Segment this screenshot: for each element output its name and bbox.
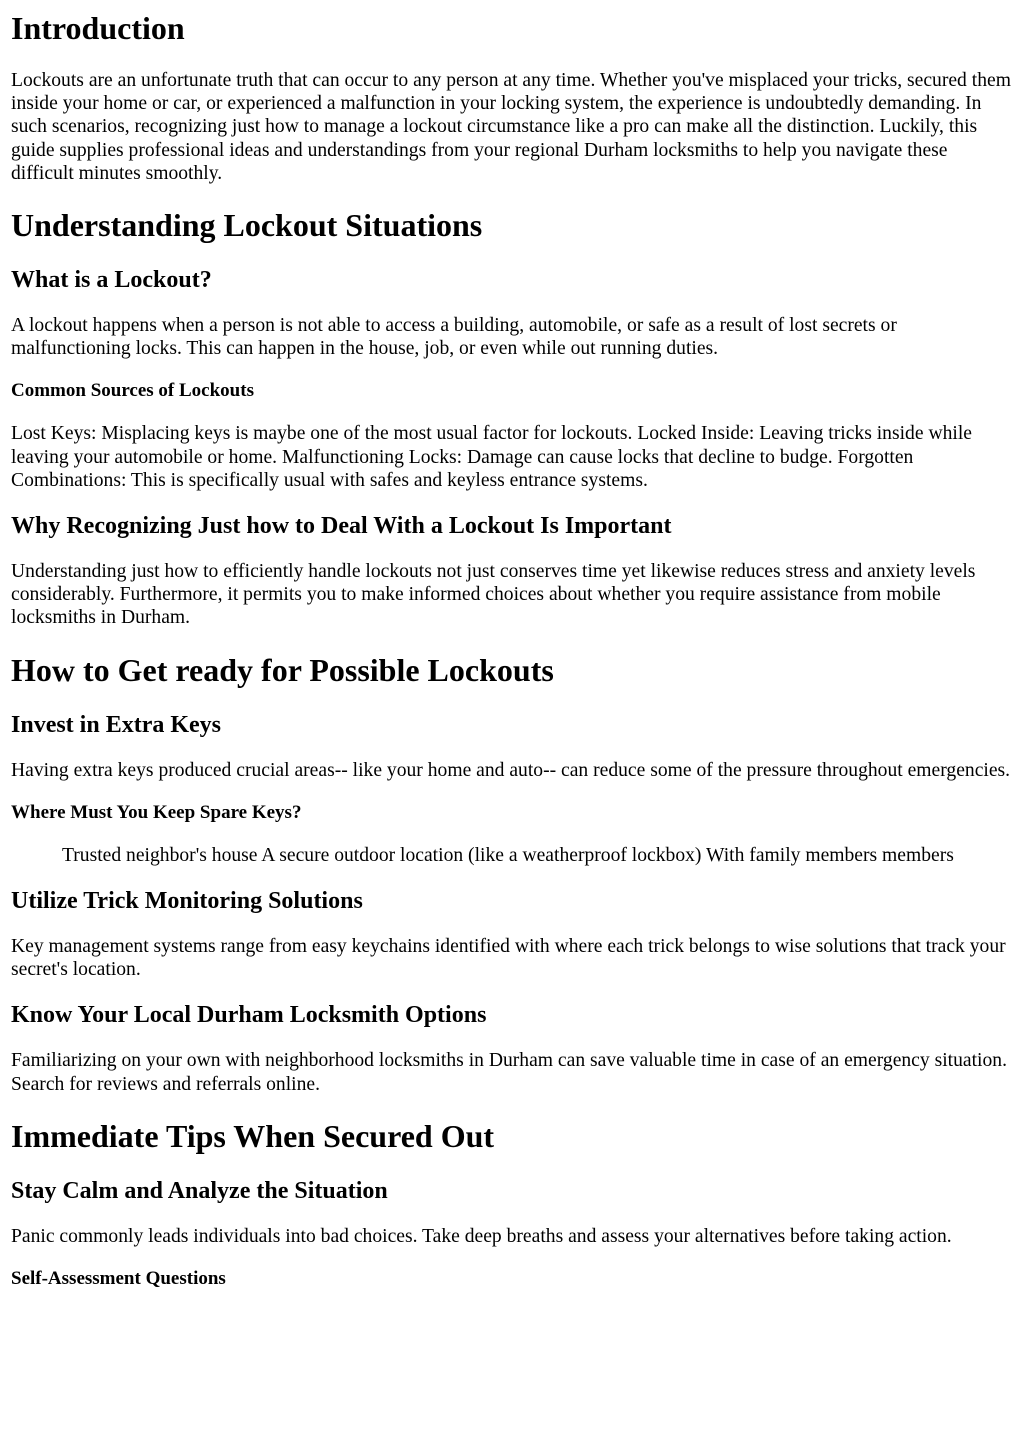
stay-calm-paragraph: Panic commonly leads individuals into bad choices. Take deep breaths and assess your alternatives before taking action. — [11, 1225, 952, 1247]
understanding-heading: Understanding Lockout Situations — [11, 207, 483, 244]
why-important-heading: Why Recognizing Just how to Deal With a Lockout Is Important — [11, 513, 672, 540]
self-assessment-heading: Self-Assessment Questions — [11, 1268, 226, 1290]
where-keep-list: Trusted neighbor's house A secure outdoor location (like a weatherproof lockbox) With family members members — [62, 844, 954, 866]
intro-paragraph: Lockouts are an unfortunate truth that can occur to any person at any time. Whether you've misplaced your tricks, secured them inside your home or car, or experienced a malfunction in your locking system, the experience is undoubtedly demanding. In such scenarios, recognizing just how to manage a lockout circumstance like a pro can make all the distinction. Luckily, this guide supplies professional ideas and understandings from your regional Durham locksmiths to help you navigate these difficult minutes smoothly. — [11, 70, 1011, 184]
stay-calm-heading: Stay Calm and Analyze the Situation — [11, 1177, 388, 1204]
invest-heading: Invest in Extra Keys — [11, 711, 221, 738]
what-is-lockout-heading: What is a Lockout? — [11, 267, 212, 294]
why-important-paragraph: Understanding just how to efficiently handle lockouts not just conserves time yet likewise reduces stress and anxiety levels considerably. Furthermore, it permits you to make informed choices about whether you require assistance from mobile locksmiths in Durham. — [11, 561, 976, 629]
what-is-lockout-paragraph: A lockout happens when a person is not able to access a building, automobile, or safe as a result of lost secrets or malfunctioning locks. This can happen in the house, job, or even while out running duties. — [11, 315, 897, 360]
utilize-heading: Utilize Trick Monitoring Solutions — [11, 888, 363, 915]
intro-heading: Introduction — [11, 10, 185, 46]
common-sources-heading: Common Sources of Lockouts — [11, 380, 254, 402]
immediate-heading: Immediate Tips When Secured Out — [11, 1117, 495, 1154]
common-sources-paragraph: Lost Keys: Misplacing keys is maybe one of the most usual factor for lockouts. Locked Inside: Leaving tricks inside while leaving your automobile or home. Malfunctioning Locks: Damage can cause locks that decline to budge. Forgotten Combinations: This is specifically usual with safes and keyless entrance systems. — [11, 423, 972, 491]
invest-paragraph: Having extra keys produced crucial areas-- like your home and auto-- can reduce some of the pressure throughout emergencies. — [11, 759, 1011, 781]
know-local-heading: Know Your Local Durham Locksmith Options — [11, 1002, 487, 1029]
where-keep-heading: Where Must You Keep Spare Keys? — [11, 801, 302, 823]
article — [0, 10, 1024, 1290]
know-local-paragraph: Familiarizing on your own with neighborhood locksmiths in Durham can save valuable time in case of an emergency situation. Search for reviews and referrals online. — [11, 1050, 1007, 1095]
prepare-heading: How to Get ready for Possible Lockouts — [11, 651, 554, 688]
utilize-paragraph: Key management systems range from easy keychains identified with where each trick belongs to wise solutions that track your secret's location. — [11, 936, 1006, 981]
